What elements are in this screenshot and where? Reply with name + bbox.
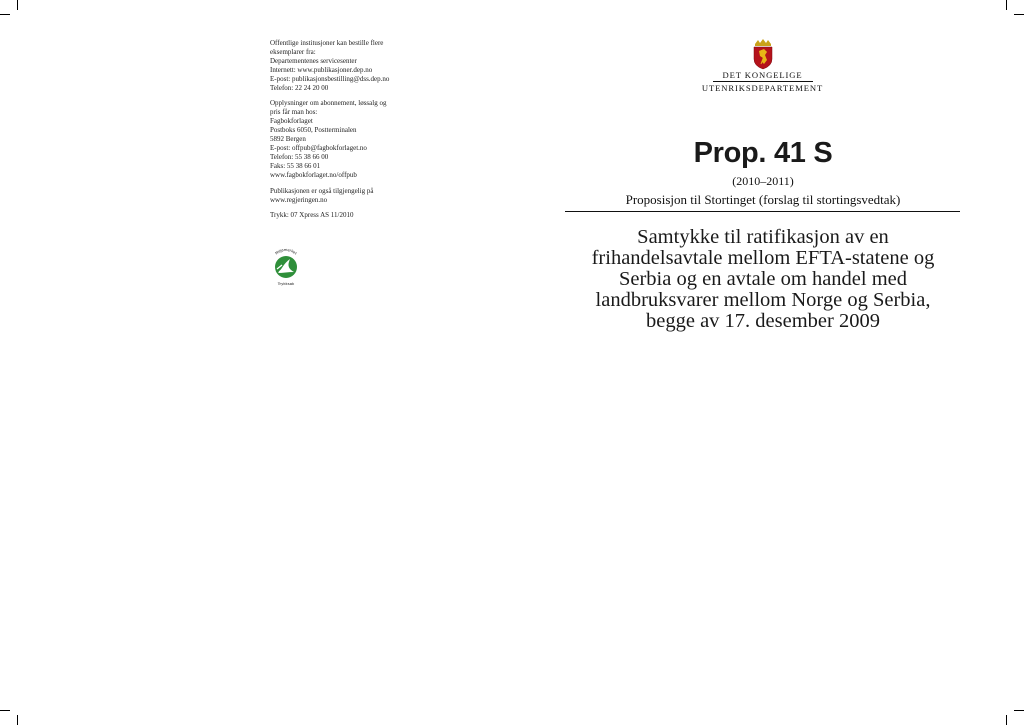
info-line: Opplysninger om abonnement, løssalg og bbox=[270, 99, 387, 108]
svg-text:Miljømerket bbox=[275, 248, 298, 256]
back-cover-info bbox=[270, 39, 420, 227]
norwegian-coat-of-arms-icon bbox=[750, 38, 776, 70]
printer-info bbox=[270, 211, 420, 220]
crop-mark bbox=[17, 715, 18, 725]
info-line: Telefon: 55 38 66 00 bbox=[270, 152, 329, 161]
title-line: Serbia og en avtale om handel med bbox=[618, 268, 908, 290]
session-years: (2010–2011) bbox=[732, 174, 794, 188]
info-line: www.regjeringen.no bbox=[270, 195, 328, 204]
availability-info bbox=[270, 187, 420, 205]
eco-caption: Trykksak bbox=[277, 281, 295, 286]
info-line: E-post: publikasjonsbestilling@dss.dep.no bbox=[270, 74, 390, 83]
subscription-info bbox=[270, 99, 420, 179]
title-line: begge av 17. desember 2009 bbox=[646, 310, 880, 332]
info-line: 5892 Bergen bbox=[270, 135, 306, 144]
info-line: Internett: www.publikasjoner.dep.no bbox=[270, 65, 373, 74]
crop-mark bbox=[17, 0, 18, 10]
crop-mark bbox=[1006, 715, 1007, 725]
document-number: Prop. 41 S bbox=[693, 137, 833, 169]
info-line: pris får man hos: bbox=[270, 108, 318, 117]
crop-mark bbox=[0, 14, 10, 15]
ministry-divider bbox=[713, 81, 813, 82]
info-line: Offentlige institusjoner kan bestille flere bbox=[270, 39, 384, 47]
title-line: Samtykke til ratifikasjon av en bbox=[637, 226, 889, 248]
info-line: Telefon: 22 24 20 00 bbox=[270, 83, 329, 92]
info-line: Fagbokforlaget bbox=[270, 117, 313, 126]
title-line: frihandelsavtale mellom EFTA-statene og bbox=[591, 247, 935, 269]
crop-mark bbox=[1014, 14, 1024, 15]
info-line: eksemplarer fra: bbox=[270, 47, 316, 56]
crop-mark bbox=[1006, 0, 1007, 10]
document-type: Proposisjon til Stortinget (forslag til stortingsvedtak) bbox=[625, 192, 901, 207]
crop-mark bbox=[0, 710, 10, 711]
ministry-name-line2: UTENRIKSDEPARTEMENT bbox=[701, 83, 824, 93]
title-divider bbox=[565, 211, 960, 212]
printer-line: Trykk: 07 Xpress AS 11/2010 bbox=[270, 211, 354, 220]
title-line: landbruksvarer mellom Norge og Serbia, bbox=[595, 289, 931, 311]
info-line: E-post: offpub@fagbokforlaget.no bbox=[270, 143, 367, 152]
crop-mark bbox=[1014, 710, 1024, 711]
ordering-info bbox=[270, 39, 420, 92]
eco-ring-text: Miljømerket bbox=[274, 247, 298, 256]
ministry-logo bbox=[690, 38, 835, 93]
info-line: Departementenes servicesenter bbox=[270, 56, 357, 65]
info-line: Publikasjonen er også tilgjengelig på bbox=[270, 186, 374, 195]
ministry-name-line1: DET KONGELIGE bbox=[722, 70, 803, 80]
info-line: Postboks 6050, Postterminalen bbox=[270, 126, 357, 135]
info-line: Faks: 55 38 66 01 bbox=[270, 161, 321, 170]
document-title bbox=[563, 227, 963, 332]
info-line: www.fagbokforlaget.no/offpub bbox=[270, 170, 357, 179]
nordic-swan-ecolabel-icon bbox=[268, 247, 304, 289]
